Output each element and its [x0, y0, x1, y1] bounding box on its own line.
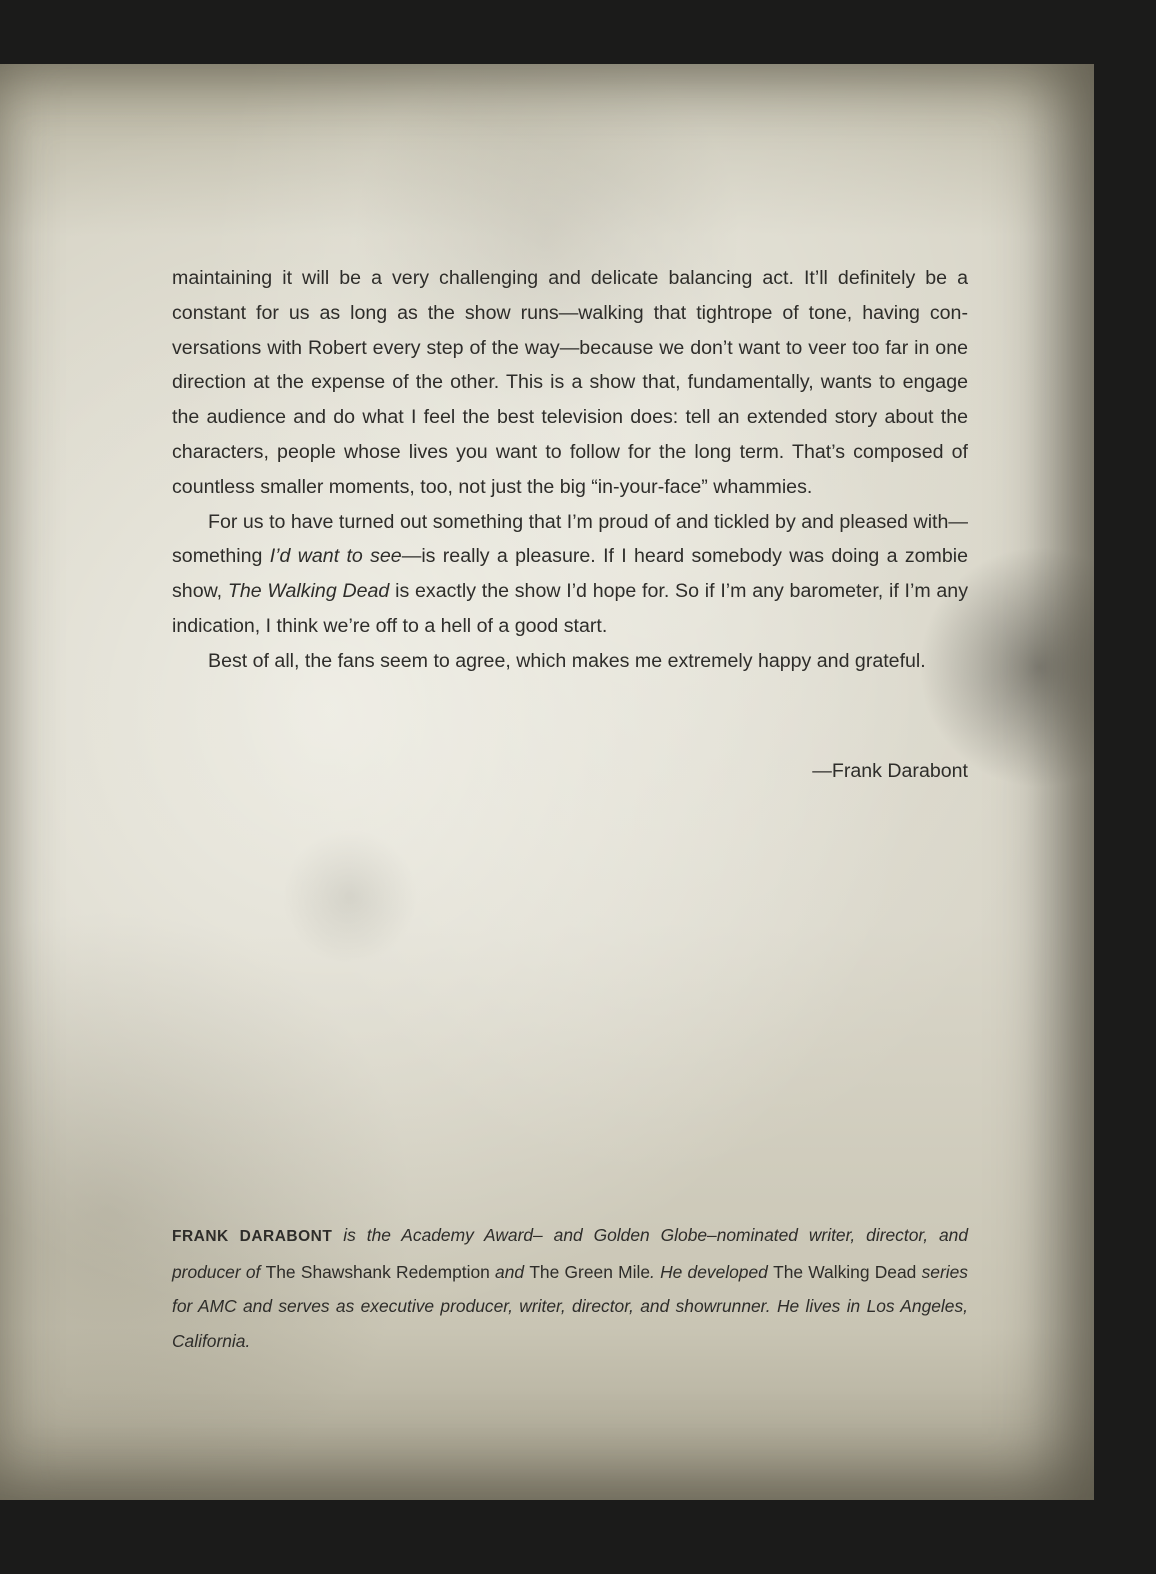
paragraph-2-part-e: is exactly the show I’d hope for. So if I’m any barometer, if I’m any indication, I think we’re off to a hell of a good start.: [172, 580, 969, 637]
bio-film-title-1: The Shawshank Redemption: [265, 1261, 490, 1282]
bio-text-3: . He developed: [650, 1261, 774, 1282]
bio-text-4: series for AMC and serves as executive producer, writer, director, and showrunner. He lives in Los Angeles, California.: [172, 1261, 968, 1351]
bio-show-title: The Walking Dead: [773, 1261, 917, 1282]
paragraph-2-part-a: For us to have turned out something that I’m proud of and tickled by and pleased with—something: [172, 510, 968, 568]
author-bio: [172, 1218, 968, 1358]
paragraph-3: Best of all, the fans seem to agree, which makes me extremely happy and grateful.: [208, 649, 926, 672]
paragraph-2: [172, 505, 968, 644]
author-signature: —Frank Darabont: [812, 760, 968, 782]
bio-author-name: FRANK DARABONT: [172, 1228, 333, 1245]
page-sheet: [0, 64, 1094, 1500]
bio-film-title-2: The Green Mile: [529, 1261, 650, 1282]
essay-text: [172, 261, 968, 679]
paragraph-2-part-c: —is really a pleasure. If I heard somebody was doing a zombie show,: [172, 545, 968, 603]
paragraph-1: maintaining it will be a very challenging and delicate balancing act. It’ll definitely be a constant for us as long as the show runs—walking that tightrope of tone, having conversations with Robert every step of the way—because we don’t want to veer too far in one direction at the expense of the other. This is a show that, fundamentally, wants to engage the audience and do what I feel the best television does: tell an extended story about the characters, people whose lives you want to follow for the long term. That’s composed of countless smaller moments, too, not just the big “in-your-face” whammies.: [172, 267, 968, 498]
bio-text-2: and: [489, 1261, 530, 1282]
bio-text-1: is the Academy Award– and Golden Globe–nominated writer, director, and producer of: [172, 1225, 968, 1282]
paragraph-2-italic-phrase: I’d want to see: [269, 545, 402, 568]
paragraph-2-show-title: The Walking Dead: [227, 580, 390, 603]
